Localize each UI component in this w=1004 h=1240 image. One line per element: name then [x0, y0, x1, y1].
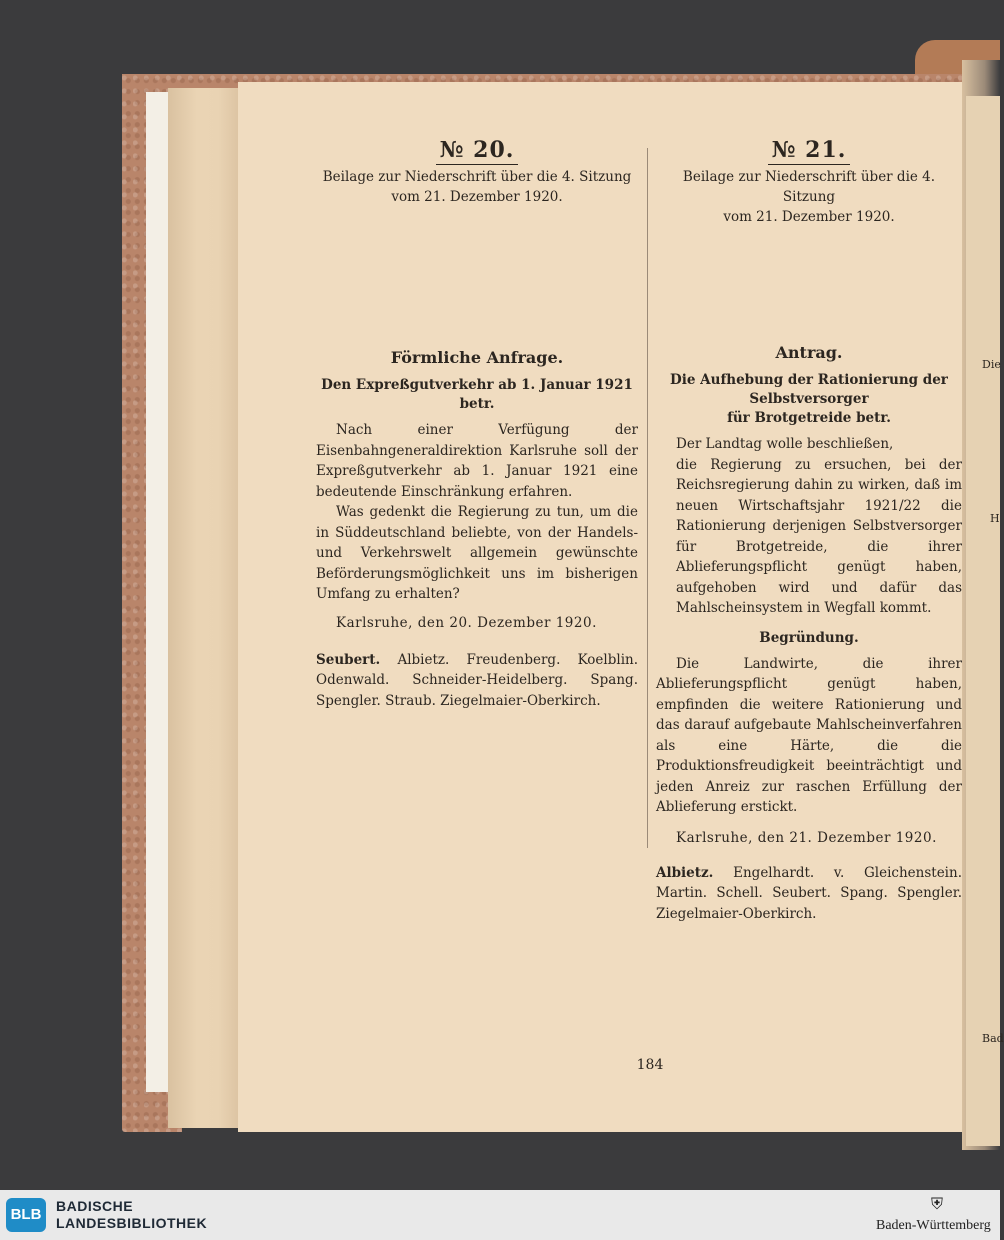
beilage-line: Beilage zur Niederschrift über die 4. Sitzung [322, 169, 632, 185]
lead-signatory: Seubert. [316, 651, 381, 668]
motion-intro: Der Landtag wolle beschließen, [676, 436, 894, 452]
next-page-fragment: Bad [982, 1032, 1004, 1045]
lead-signatory: Albietz. [656, 864, 714, 881]
place-date: Karlsruhe, den 21. Dezember 1920. [676, 829, 937, 846]
beilage-date: vom 21. Dezember 1920. [391, 189, 563, 205]
blb-logo[interactable]: BLB [6, 1198, 46, 1232]
motion-text: die Regierung zu ersuchen, bei der Reichsregierung dahin zu wirken, daß im neuen Wirtschaftsjahr 1921/22 die Rationierung derjenigen Selbstversorger für Brotgetreide, die ihrer Ablieferungspflicht genügt haben, aufgehoben wird und dafür das Mahlscheinsystem in Wegfall kommt. [676, 456, 962, 616]
right-column [656, 137, 962, 924]
library-name-line1: BADISCHE [56, 1198, 134, 1214]
page-edge-white [146, 92, 168, 1092]
page-stack-edge [168, 88, 240, 1128]
coat-of-arms-icon: ⛨ [930, 1194, 943, 1213]
library-name-line2: LANDESBIBLIOTHEK [56, 1215, 208, 1231]
document-heading: Förmliche Anfrage. [390, 348, 564, 367]
next-page-fragment: Die [982, 358, 1001, 371]
document-subheading: für Brotgetreide betr. [727, 410, 891, 426]
page-number: 184 [636, 1057, 664, 1073]
column-divider [647, 148, 648, 848]
document-number: № 21. [656, 140, 962, 161]
state-name[interactable]: Baden-Württemberg [876, 1218, 991, 1233]
signatories [316, 650, 638, 712]
next-page [966, 96, 1000, 1146]
beilage-line: Beilage zur Niederschrift über die 4. Sitzung [682, 169, 936, 205]
library-name[interactable] [56, 1198, 207, 1232]
paragraph: Was gedenkt die Regierung zu tun, um die in Süddeutschland beliebte, von der Handels- und Verkehrswelt allgemein gewünschte Beförderungsmöglichkeit uns im bisherigen Umfang zu erhalten? [316, 504, 638, 602]
document-heading: Antrag. [775, 343, 843, 362]
document-number: № 20. [316, 140, 638, 161]
next-page-fragment: H [990, 512, 1000, 525]
beilage-date: vom 21. Dezember 1920. [723, 209, 895, 225]
paragraph: Nach einer Verfügung der Eisenbahngeneraldirektion Karlsruhe soll der Expreßgutverkehr ab 1. Januar 1921 eine bedeutende Einschränkung erfahren. [316, 422, 638, 500]
signatory-list: Albietz. Freudenberg. Koelblin. Odenwald. Schneider-Heidelberg. Spang. Spengler. Straub. Ziegelmaier-Oberkirch. [316, 651, 638, 709]
reason-text: Die Landwirte, die ihrer Ablieferungspflicht genügt haben, empfinden die weitere Rationierung und das darauf aufgebaute Mahlscheinverfahren als eine Härte, die die Produktionsfreudigkeit beeinträchtigt und jeden Anreiz zur raschen Erfüllung der Ablieferung erstickt. [656, 655, 962, 815]
reason-heading: Begründung. [759, 629, 859, 646]
signatory-list: Engelhardt. v. Gleichenstein. Martin. Schell. Seubert. Spang. Spengler. Ziegelmaier-Oberkirch. [656, 864, 962, 922]
document-subheading: Den Expreßgutverkehr ab 1. Januar 1921 betr. [321, 377, 633, 412]
left-column [316, 137, 638, 711]
document-subheading: Die Aufhebung der Rationierung der Selbstversorger [670, 372, 948, 407]
place-date: Karlsruhe, den 20. Dezember 1920. [336, 614, 597, 631]
signatories [656, 863, 962, 925]
